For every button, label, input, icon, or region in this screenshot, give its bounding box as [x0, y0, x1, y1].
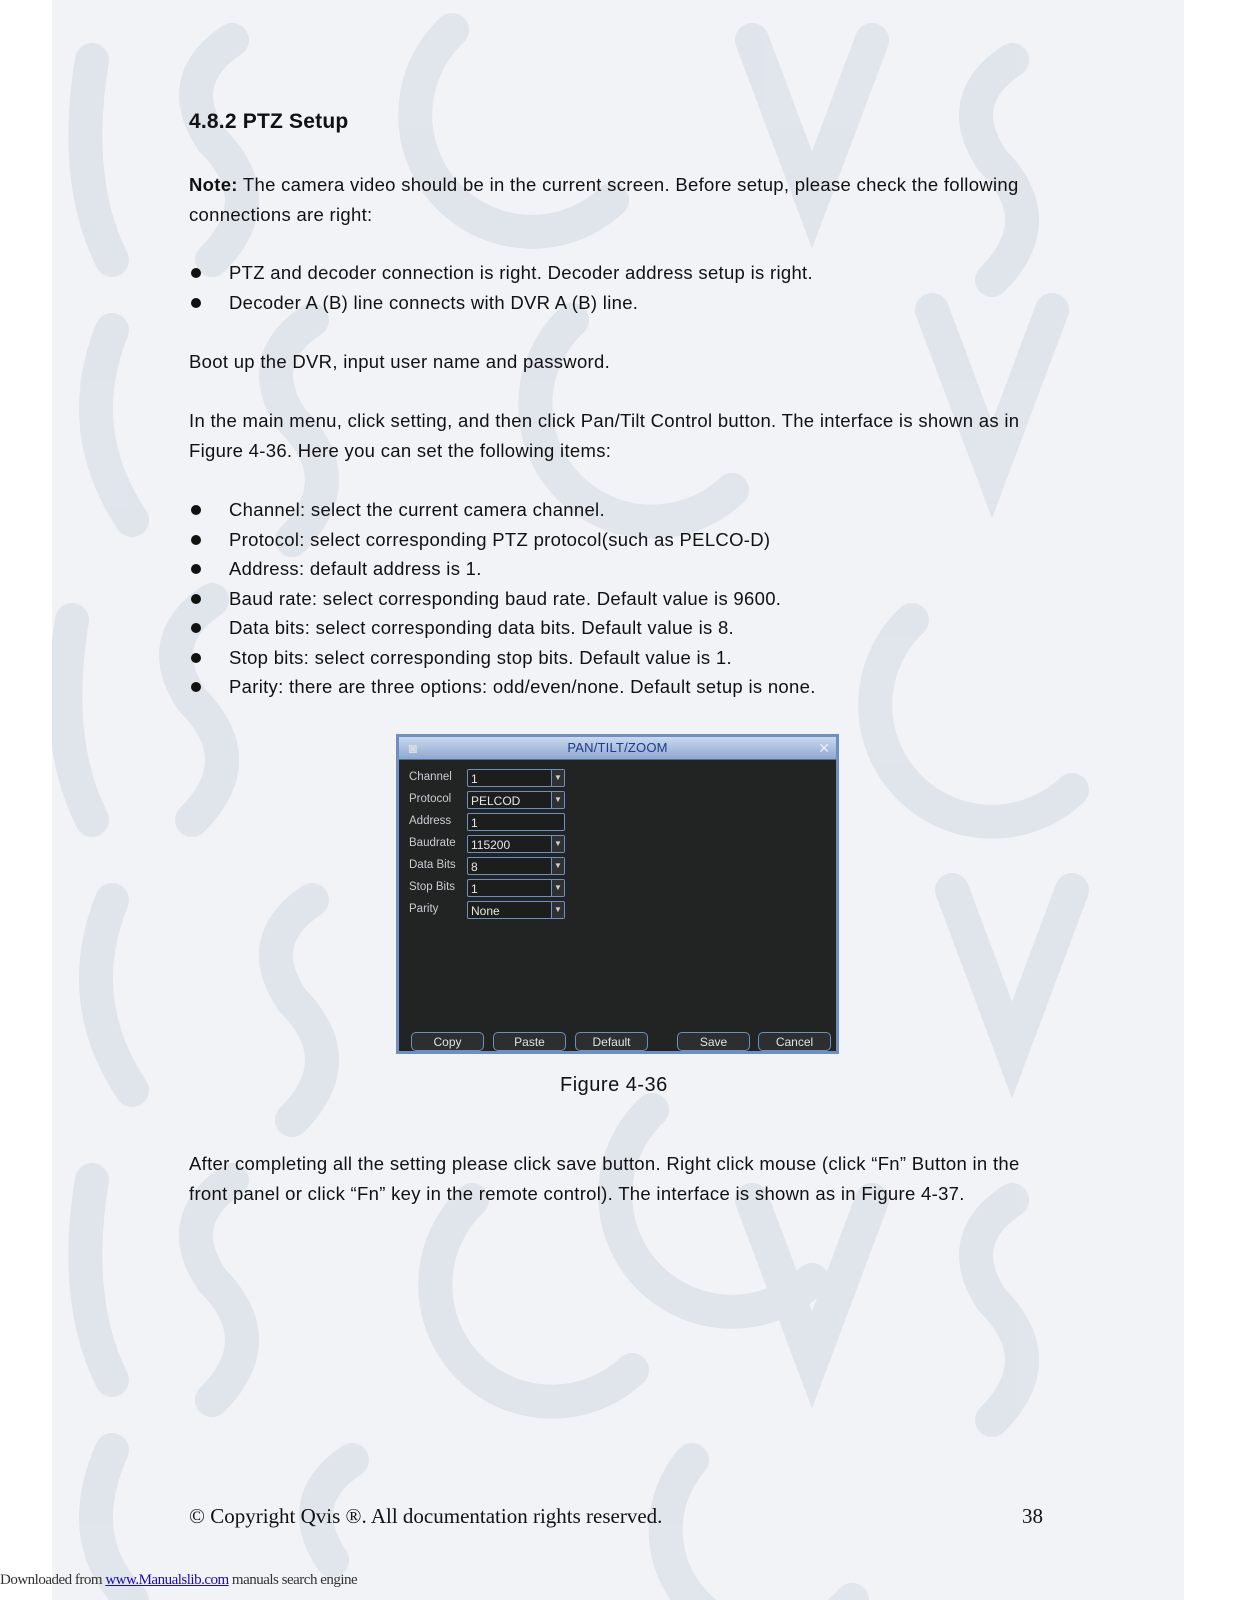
connections-list	[189, 258, 813, 317]
close-icon[interactable]: ✕	[818, 740, 830, 756]
copy-button[interactable]: Copy	[411, 1032, 484, 1051]
parity-select[interactable]: None ▼	[467, 901, 565, 919]
bullet-icon	[191, 535, 201, 545]
list-item: Protocol: select corresponding PTZ protocol(such as PELCO-D)	[189, 525, 816, 555]
bullet-icon	[191, 623, 201, 633]
ptz-dialog	[396, 734, 839, 1054]
menu-paragraph: In the main menu, click setting, and then click Pan/Tilt Control button. The interface is shown as in Figure 4-36. Here you can set the following items:	[189, 410, 1020, 461]
bullet-icon	[191, 505, 201, 515]
copyright-footer: © Copyright Qvis ®. All documentation rights reserved.	[189, 1504, 663, 1528]
chevron-down-icon[interactable]: ▼	[551, 836, 564, 852]
dialog-titlebar	[399, 737, 836, 759]
download-note: Downloaded from www.Manualslib.com manuals search engine	[0, 1572, 358, 1588]
camera-icon: ◙	[408, 740, 418, 756]
note-paragraph	[189, 170, 1059, 229]
chevron-down-icon[interactable]: ▼	[551, 880, 564, 896]
cancel-button[interactable]: Cancel	[758, 1032, 831, 1051]
bullet-icon	[191, 682, 201, 692]
list-item: Address: default address is 1.	[189, 554, 816, 584]
list-item: Data bits: select corresponding data bits. Default value is 8.	[189, 613, 816, 643]
channel-select[interactable]: 1 ▼	[467, 769, 565, 787]
stopbits-label: Stop Bits	[409, 881, 456, 893]
default-button[interactable]: Default	[575, 1032, 648, 1051]
chevron-down-icon[interactable]: ▼	[551, 792, 564, 808]
note-label: Note:	[189, 174, 238, 195]
list-item: Parity: there are three options: odd/even/none. Default setup is none.	[189, 672, 816, 702]
stopbits-select[interactable]: 1 ▼	[467, 879, 565, 897]
figure-caption: Figure 4-36	[560, 1074, 668, 1096]
note-text: The camera video should be in the current screen. Before setup, please check the following connections are right:	[189, 174, 1019, 225]
bullet-icon	[191, 594, 201, 604]
chevron-down-icon[interactable]: ▼	[551, 858, 564, 874]
list-item: Baud rate: select corresponding baud rate. Default value is 9600.	[189, 584, 816, 614]
list-item: Channel: select the current camera channel.	[189, 495, 816, 525]
dialog-body	[399, 759, 836, 1051]
save-button[interactable]: Save	[677, 1032, 750, 1051]
baudrate-label: Baudrate	[409, 837, 456, 849]
chevron-down-icon[interactable]: ▼	[551, 902, 564, 918]
parity-label: Parity	[409, 903, 439, 915]
list-item: PTZ and decoder connection is right. Decoder address setup is right.	[189, 258, 813, 288]
databits-select[interactable]: 8 ▼	[467, 857, 565, 875]
chevron-down-icon[interactable]: ▼	[551, 770, 564, 786]
settings-list	[189, 495, 816, 702]
address-input[interactable]: 1	[467, 813, 565, 831]
bullet-icon	[191, 653, 201, 663]
dialog-title: PAN/TILT/ZOOM	[567, 740, 668, 755]
list-item: Decoder A (B) line connects with DVR A (B) line.	[189, 288, 813, 318]
page-number: 38	[1022, 1504, 1043, 1528]
protocol-label: Protocol	[409, 793, 452, 805]
baudrate-select[interactable]: 115200 ▼	[467, 835, 565, 853]
boot-paragraph: Boot up the DVR, input user name and password.	[189, 351, 611, 372]
bullet-icon	[191, 298, 201, 308]
protocol-select[interactable]: PELCOD ▼	[467, 791, 565, 809]
databits-label: Data Bits	[409, 859, 456, 871]
paste-button[interactable]: Paste	[493, 1032, 566, 1051]
address-label: Address	[409, 815, 452, 827]
channel-label: Channel	[409, 771, 452, 783]
bullet-icon	[191, 268, 201, 278]
manualslib-link[interactable]: www.Manualslib.com	[105, 1572, 229, 1588]
after-paragraph: After completing all the setting please click save button. Right click mouse (click “Fn” Button in the front panel or click “Fn” key in the remote control). The interface is shown as in Figure 4-37.	[189, 1153, 1020, 1204]
list-item: Stop bits: select corresponding stop bits. Default value is 1.	[189, 643, 816, 673]
bullet-icon	[191, 564, 201, 574]
section-heading: 4.8.2 PTZ Setup	[189, 110, 349, 133]
